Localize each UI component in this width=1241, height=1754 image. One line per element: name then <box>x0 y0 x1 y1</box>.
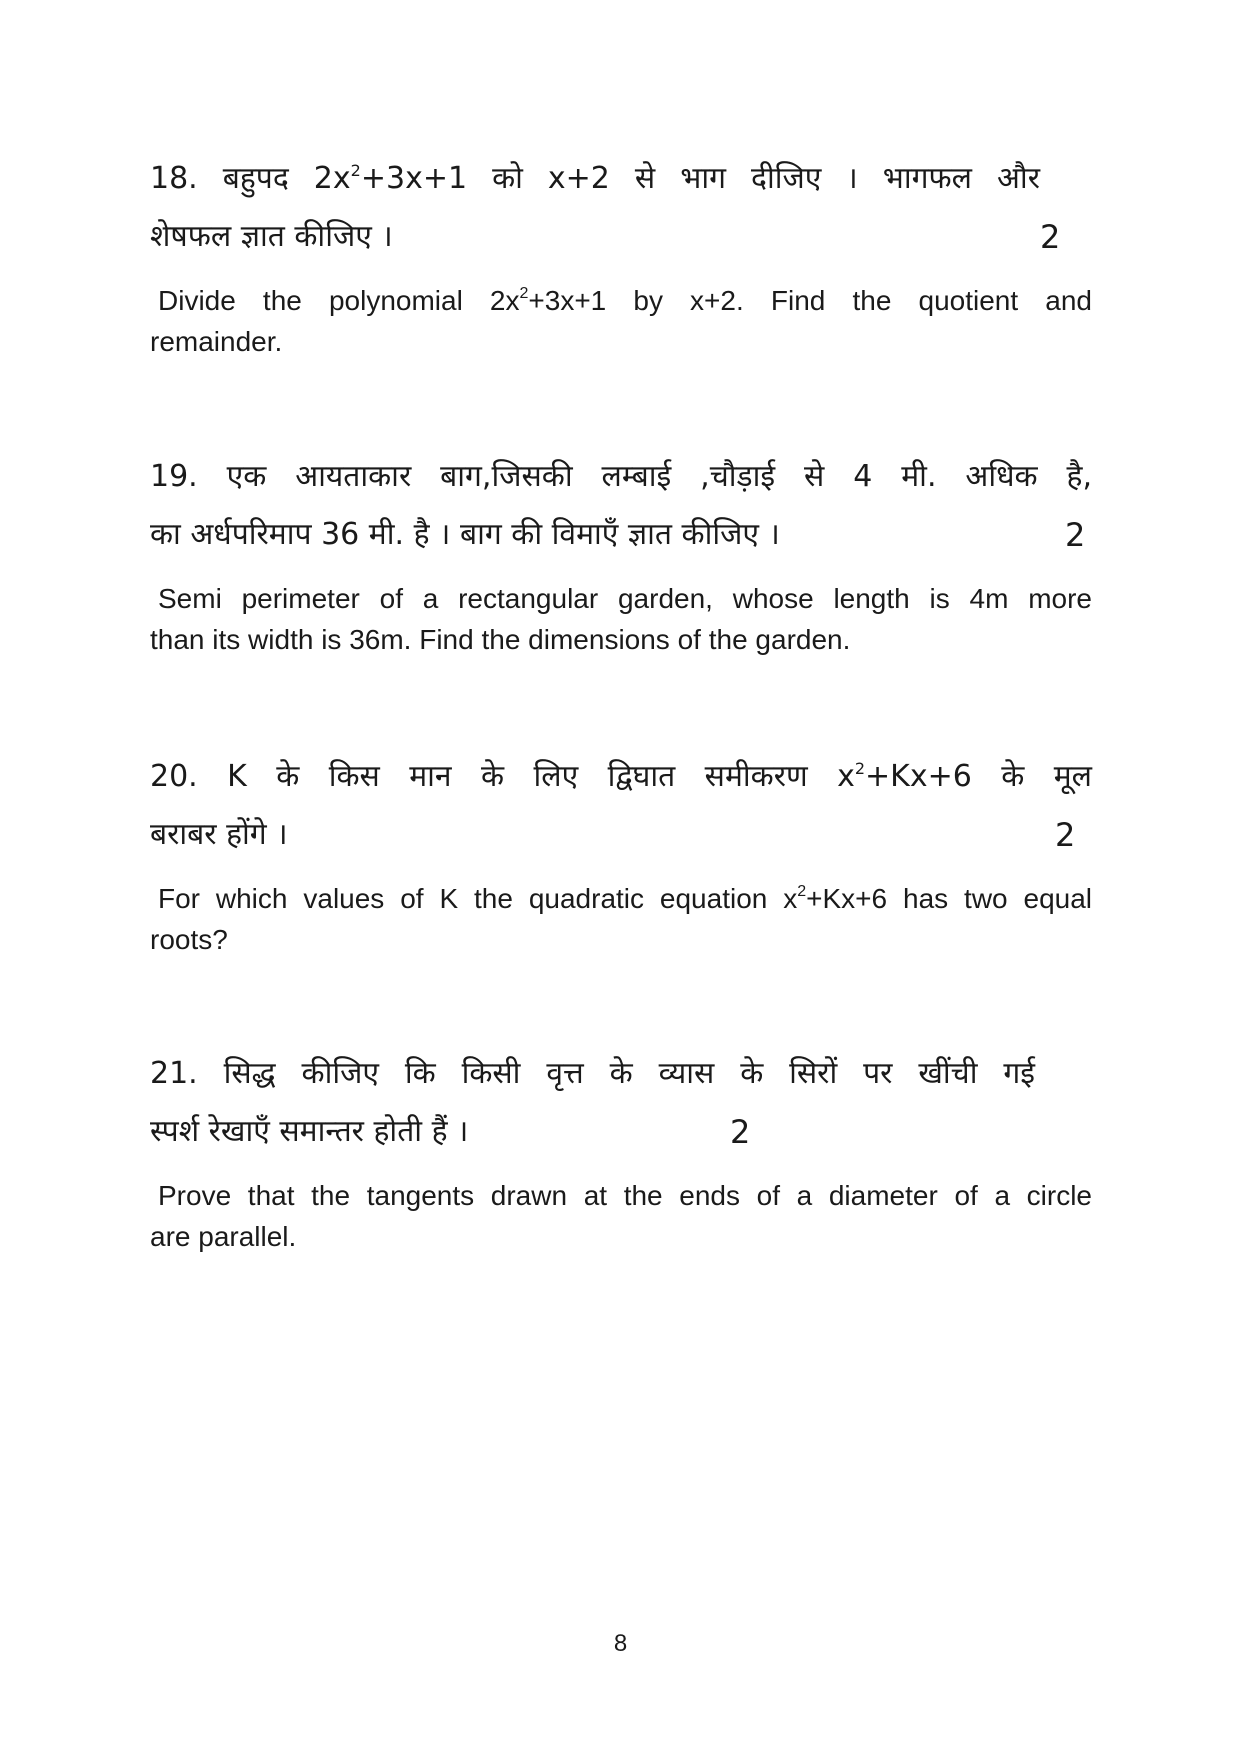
hindi-text: बराबर होंगे । <box>150 817 288 852</box>
exponent: 2 <box>797 883 807 900</box>
question-20-hindi <box>150 748 1092 864</box>
question-21-english-line2: are parallel. <box>150 1221 297 1252</box>
marks-label: 2 <box>1055 816 1076 854</box>
question-19-english <box>150 578 1092 660</box>
question-18-hindi-line2 <box>150 208 1092 266</box>
question-20-hindi-line1 <box>150 748 1092 806</box>
hindi-text: 20. K के किस मान के लिए द्विघात समीकरण x <box>150 759 855 794</box>
marks-label: 2 <box>1040 218 1061 256</box>
question-18-english-line1 <box>158 280 1092 321</box>
question-19-english-line2: than its width is 36m. Find the dimensions of the garden. <box>150 624 851 655</box>
hindi-text: 18. बहुपद 2x <box>150 161 351 196</box>
hindi-text: +Kx+6 के मूल <box>865 759 1092 794</box>
english-text: +3x+1 by x+2. Find the quotient and <box>528 285 1092 316</box>
question-21 <box>150 1045 1092 1257</box>
page-number: 8 <box>613 1630 628 1657</box>
question-18-hindi-line1 <box>150 150 1040 208</box>
question-19-english-line1: Semi perimeter of a rectangular garden, whose length is 4m more <box>158 583 1092 614</box>
exponent: 2 <box>854 759 866 778</box>
english-text: Divide the polynomial 2x <box>158 285 520 316</box>
hindi-text: +3x+1 को x+2 से भाग दीजिए । भागफल और <box>360 161 1040 196</box>
marks-label: 2 <box>1065 516 1086 554</box>
question-20-english-line2: roots? <box>150 924 228 955</box>
exponent: 2 <box>350 161 361 180</box>
hindi-text: शेषफल ज्ञात कीजिए । <box>150 219 393 254</box>
question-20 <box>150 748 1092 960</box>
question-21-english <box>150 1175 1092 1257</box>
question-19-hindi <box>150 448 1092 564</box>
question-18 <box>150 150 1092 362</box>
question-21-english-line1: Prove that the tangents drawn at the ends of a diameter of a circle <box>158 1180 1092 1211</box>
question-21-hindi <box>150 1045 1092 1161</box>
question-19-hindi-line2 <box>150 506 1092 564</box>
question-20-english <box>150 878 1092 960</box>
question-21-hindi-line1: 21. सिद्ध कीजिए कि किसी वृत्त के व्यास के सिरों पर खींची गई <box>150 1056 1035 1091</box>
exponent: 2 <box>519 285 529 302</box>
question-20-english-line1 <box>158 878 1092 919</box>
question-21-hindi-line2 <box>150 1103 1092 1161</box>
english-text: +Kx+6 has two equal <box>806 883 1093 914</box>
question-18-english-line2: remainder. <box>150 326 283 357</box>
hindi-text: का अर्धपरिमाप 36 मी. है । बाग की विमाएँ ज्ञात कीजिए । <box>150 517 780 552</box>
hindi-text: स्पर्श रेखाएँ समान्तर होती हैं । <box>150 1114 469 1149</box>
question-19 <box>150 448 1092 660</box>
question-18-hindi <box>150 150 1092 266</box>
question-19-hindi-line1: 19. एक आयताकार बाग,जिसकी लम्बाई ,चौड़ाई से 4 मी. अधिक है, <box>150 459 1092 494</box>
question-20-hindi-line2 <box>150 806 1092 864</box>
marks-label: 2 <box>730 1113 751 1151</box>
english-text: For which values of K the quadratic equation x <box>158 883 798 914</box>
question-18-english <box>150 280 1092 362</box>
